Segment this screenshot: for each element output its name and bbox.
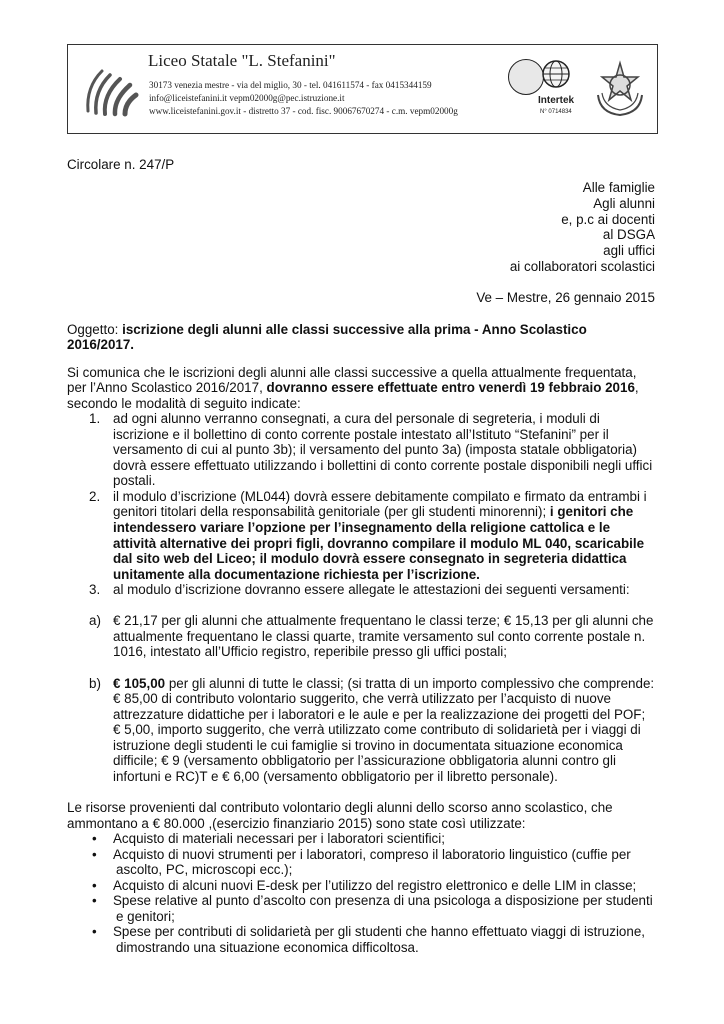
item-line <box>113 551 626 567</box>
intro-text: per l’Anno Scolastico 2016/2017, <box>67 380 267 395</box>
item-line: ad ogni alunno verranno consegnati, a cura del personale di segreteria, i moduli di <box>113 411 600 426</box>
payment-line: € 85,00 di contributo volontario suggerito, che verrà utilizzato per l’acquisto di nuove <box>113 691 611 706</box>
payment-line: istruzione degli studenti le cui famiglie si trovino in documentata situazione economica <box>113 738 623 753</box>
item-bold-text: attività alternative dei propri figli, dovranno compilare il modulo ML 040, scaricabile <box>113 536 645 551</box>
payment-line: difficile; € 9 (versamento obbligatorio per l’assicurazione obbligatoria alunni contro gli <box>113 753 616 768</box>
item-line: postali. <box>113 473 156 488</box>
bullet-item: Acquisto di materiali necessari per i laboratori scientifici; <box>113 831 445 846</box>
payment-line: attualmente frequentano le classi quarte, tramite versamento sul conto corrente postale n. <box>113 629 646 644</box>
item-line <box>113 536 644 552</box>
payment-line: € 21,17 per gli alunni che attualmente frequentano le classi terze; € 15,13 per gli alunni che <box>113 613 654 628</box>
intro-text: , <box>634 380 639 395</box>
item-bold-text: dal sito web del Liceo; il modulo dovrà essere consegnato in segreteria didattica <box>113 551 627 566</box>
school-logo-icon <box>78 57 140 119</box>
school-emails: info@liceistefanini.it vepm02000g@pec.istruzione.it <box>149 93 345 103</box>
item-bold-text: i genitori che <box>549 504 634 519</box>
subject-text: iscrizione degli alunni alle classi successive alla prima - Anno Scolastico <box>122 322 587 337</box>
school-website: www.liceistefanini.gov.it - distretto 37 - cod. fisc. 90067670274 - c.m. vepm02000g <box>149 106 458 116</box>
payment-label: b) <box>89 676 101 691</box>
item-line: al modulo d’iscrizione dovranno essere allegate le attestazioni dei seguenti versamenti: <box>113 582 630 597</box>
subject-text-2: 2016/2017. <box>67 337 135 352</box>
bullet-item: Acquisto di alcuni nuovi E-desk per l’utilizzo del registro elettronico e delle LIM in classe; <box>113 878 637 893</box>
deadline-text: dovranno essere effettuate entro venerdì 19 febbraio 2016 <box>266 380 635 395</box>
bullet-item: Spese relative al punto d’ascolto con presenza di una psicologa a disposizione per studenti <box>113 893 653 908</box>
item-bold-text: intendessero variare l’opzione per l’insegnamento della religione cattolica e le <box>113 520 611 535</box>
payment-line: infortuni e RC)T e € 6,00 (versamento obbligatorio per il libretto personale). <box>113 769 558 784</box>
resources-line: ammontano a € 80.000 ,(esercizio finanziario 2015) sono state così utilizzate: <box>67 816 526 831</box>
recipient: al DSGA <box>602 227 655 242</box>
intro-line: secondo le modalità di seguito indicate: <box>67 396 301 411</box>
italian-republic-emblem-icon <box>590 55 650 119</box>
school-address: 30173 venezia mestre - via del miglio, 30 - tel. 041611574 - fax 0415344159 <box>149 80 432 90</box>
recipient: ai collaboratori scolastici <box>509 259 655 274</box>
intro-line <box>67 380 639 396</box>
bullet-item: Acquisto di nuovi strumenti per i laboratori, compreso il laboratorio linguistico (cuffie per <box>113 847 631 862</box>
resources-line: Le risorse provenienti dal contributo volontario degli alunni dello scorso anno scolastico, che <box>67 800 613 815</box>
recipient: Agli alunni <box>593 196 655 211</box>
letterhead <box>67 44 658 134</box>
school-name: Liceo Statale "L. Stefanini" <box>148 51 336 70</box>
intertek-number: N° 0714834 <box>540 109 572 115</box>
recipient: Alle famiglie <box>582 180 655 195</box>
item-line: versamento di cui al punto 3b); il versamento del punto 3a) (imposta statale obbligatoria) <box>113 442 638 457</box>
bullet-icon: • <box>92 893 97 908</box>
accreditation-seal-icon <box>508 59 544 95</box>
circular-number: Circolare n. 247/P <box>67 157 175 172</box>
recipient: e, p.c ai docenti <box>561 212 655 227</box>
item-line: il modulo d’iscrizione (ML044) dovrà essere debitamente compilato e firmato da entrambi i <box>113 489 647 504</box>
bullet-item: dimostrando una situazione economica difficoltosa. <box>116 940 419 955</box>
item-line <box>113 567 480 583</box>
bullet-icon: • <box>92 847 97 862</box>
place-date: Ve – Mestre, 26 gennaio 2015 <box>476 290 655 305</box>
item-text: genitori titolari della responsabilità genitoriale (per gli studenti minorenni); <box>113 504 550 519</box>
subject-line-2 <box>67 337 134 353</box>
item-line: dovrà essere effettuato utilizzando i bollettini di conto corrente postale disponibili negli uffici <box>113 458 653 473</box>
subject-label: Oggetto: <box>67 322 119 337</box>
recipient: agli uffici <box>603 243 655 258</box>
payment-amount: € 105,00 <box>113 676 166 691</box>
bullet-icon: • <box>92 924 97 939</box>
item-bold-text: unitamente alla documentazione richiesta per l’iscrizione. <box>113 567 480 582</box>
payment-text: per gli alunni di tutte le classi; (si tratta di un importo complessivo che comprende: <box>165 676 655 691</box>
bullet-icon: • <box>92 831 97 846</box>
payment-line: 1016, intestato all’Ufficio registro, reperibile presso gli uffici postali; <box>113 644 507 659</box>
payment-line: attrezzature didattiche per i laboratori e le aule e per la realizzazione dei progetti del POF; <box>113 707 646 722</box>
intro-line: Si comunica che le iscrizioni degli alunni alle classi successive a quella attualmente frequentata, <box>67 365 637 380</box>
bullet-item: Spese per contributi di solidarietà per gli studenti che hanno effettuato viaggi di istruzione, <box>113 924 645 939</box>
item-line <box>113 504 633 520</box>
bullet-icon: • <box>92 878 97 893</box>
intertek-label: Intertek <box>538 95 575 106</box>
payment-label: a) <box>89 613 101 628</box>
payment-line <box>113 676 654 692</box>
bullet-item: ascolto, PC, microscopi ecc.); <box>116 862 293 877</box>
bullet-item: e genitori; <box>116 909 175 924</box>
payment-line: € 5,00, importo suggerito, che verrà utilizzato come contributo di solidarietà per i viaggi di <box>113 722 641 737</box>
subject-line <box>67 322 656 338</box>
item-number: 3. <box>89 582 101 597</box>
globe-icon <box>541 59 571 89</box>
item-line <box>113 520 610 536</box>
item-number: 2. <box>89 489 101 504</box>
item-line: iscrizione e il bollettino di conto corrente postale intestato all’Istituto “Stefanini” per il <box>113 427 609 442</box>
item-number: 1. <box>89 411 101 426</box>
